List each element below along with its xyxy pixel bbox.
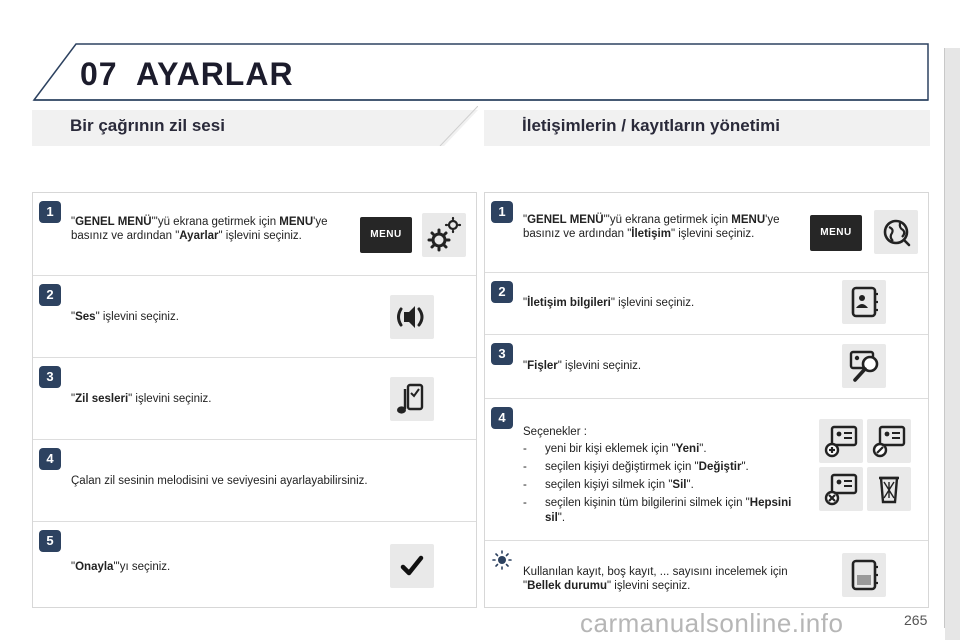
add-contact-icon <box>819 419 863 463</box>
left-step-5 <box>33 522 476 609</box>
step-badge: 5 <box>39 530 61 552</box>
delete-contact-icon <box>819 467 863 511</box>
left-step-4 <box>33 440 476 522</box>
step-text: "GENEL MENÜ"'yü ekrana getirmek için MENU'ye basınız ve ardından "Ayarlar" işlevini seçiniz. <box>71 216 328 242</box>
chapter-header <box>0 40 930 104</box>
step-badge: 3 <box>491 343 513 365</box>
step-badge: 4 <box>39 448 61 470</box>
watermark: carmanualsonline.info <box>580 608 844 638</box>
left-step-1 <box>33 193 476 276</box>
lightbulb-icon <box>491 549 513 571</box>
step-text: "Ses" işlevini seçiniz. <box>71 311 179 323</box>
step-text: "Onayla"'yı seçiniz. <box>71 561 171 573</box>
option-edit: - seçilen kişiyi değiştirmek için "Değiştir". <box>523 461 749 473</box>
page-side-rail <box>945 48 960 640</box>
option-new: - yeni bir kişi eklemek için "Yeni". <box>523 443 707 455</box>
right-section-heading <box>484 106 930 146</box>
step-text: Çalan zil sesinin melodisini ve seviyesini ayarlayabilirsiniz. <box>71 475 368 487</box>
left-step-2 <box>33 276 476 358</box>
search-card-icon <box>842 344 886 388</box>
trash-icon <box>867 467 911 511</box>
step-badge: 1 <box>39 201 61 223</box>
option-delete: - seçilen kişiyi silmek için "Sil". <box>523 479 694 491</box>
left-section-title: Bir çağrının zil sesi <box>70 116 225 135</box>
edit-contact-icon <box>867 419 911 463</box>
address-book-icon <box>842 280 886 324</box>
right-step-2 <box>485 273 928 335</box>
page-number: 265 <box>904 612 928 628</box>
right-steps-panel <box>484 192 929 608</box>
left-section-heading <box>32 106 478 146</box>
menu-button: MENU <box>360 217 412 253</box>
gears-icon <box>422 213 466 257</box>
step-text: "GENEL MENÜ"'yü ekrana getirmek için MENU'ye basınız ve ardından "İletişim" işlevini seçiniz. <box>523 214 780 240</box>
checkmark-icon <box>390 544 434 588</box>
left-step-3 <box>33 358 476 440</box>
step-text: "İletişim bilgileri" işlevini seçiniz. <box>523 297 695 309</box>
right-step-3 <box>485 335 928 399</box>
menu-button: MENU <box>810 215 862 251</box>
step-text <box>523 425 793 526</box>
step-badge: 4 <box>491 407 513 429</box>
right-section-title: İletişimlerin / kayıtların yönetimi <box>522 116 780 135</box>
step-badge: 2 <box>39 284 61 306</box>
option-delete-all: - seçilen kişinin tüm bilgilerini silmek için "Hepsini sil". <box>523 497 792 524</box>
step-badge: 3 <box>39 366 61 388</box>
chapter-number: 07 <box>80 56 118 92</box>
speaker-icon <box>390 295 434 339</box>
left-steps-panel <box>32 192 477 608</box>
step-badge: 2 <box>491 281 513 303</box>
chapter-title: AYARLAR <box>136 56 294 92</box>
step-text: "Fişler" işlevini seçiniz. <box>523 360 642 372</box>
step-text: "Zil sesleri" işlevini seçiniz. <box>71 393 212 405</box>
page-side-rule <box>944 48 945 628</box>
globe-icon <box>874 210 918 254</box>
right-step-1 <box>485 193 928 273</box>
step-badge: 1 <box>491 201 513 223</box>
right-step-4 <box>485 399 928 541</box>
right-step-tip <box>485 541 928 609</box>
ringtone-icon <box>390 377 434 421</box>
step-text: Kullanılan kayıt, boş kayıt, ... sayısını incelemek için "Bellek durumu" işlevini seçiniz. <box>523 566 788 592</box>
options-intro: Seçenekler : <box>523 426 587 438</box>
memory-status-icon <box>842 553 886 597</box>
